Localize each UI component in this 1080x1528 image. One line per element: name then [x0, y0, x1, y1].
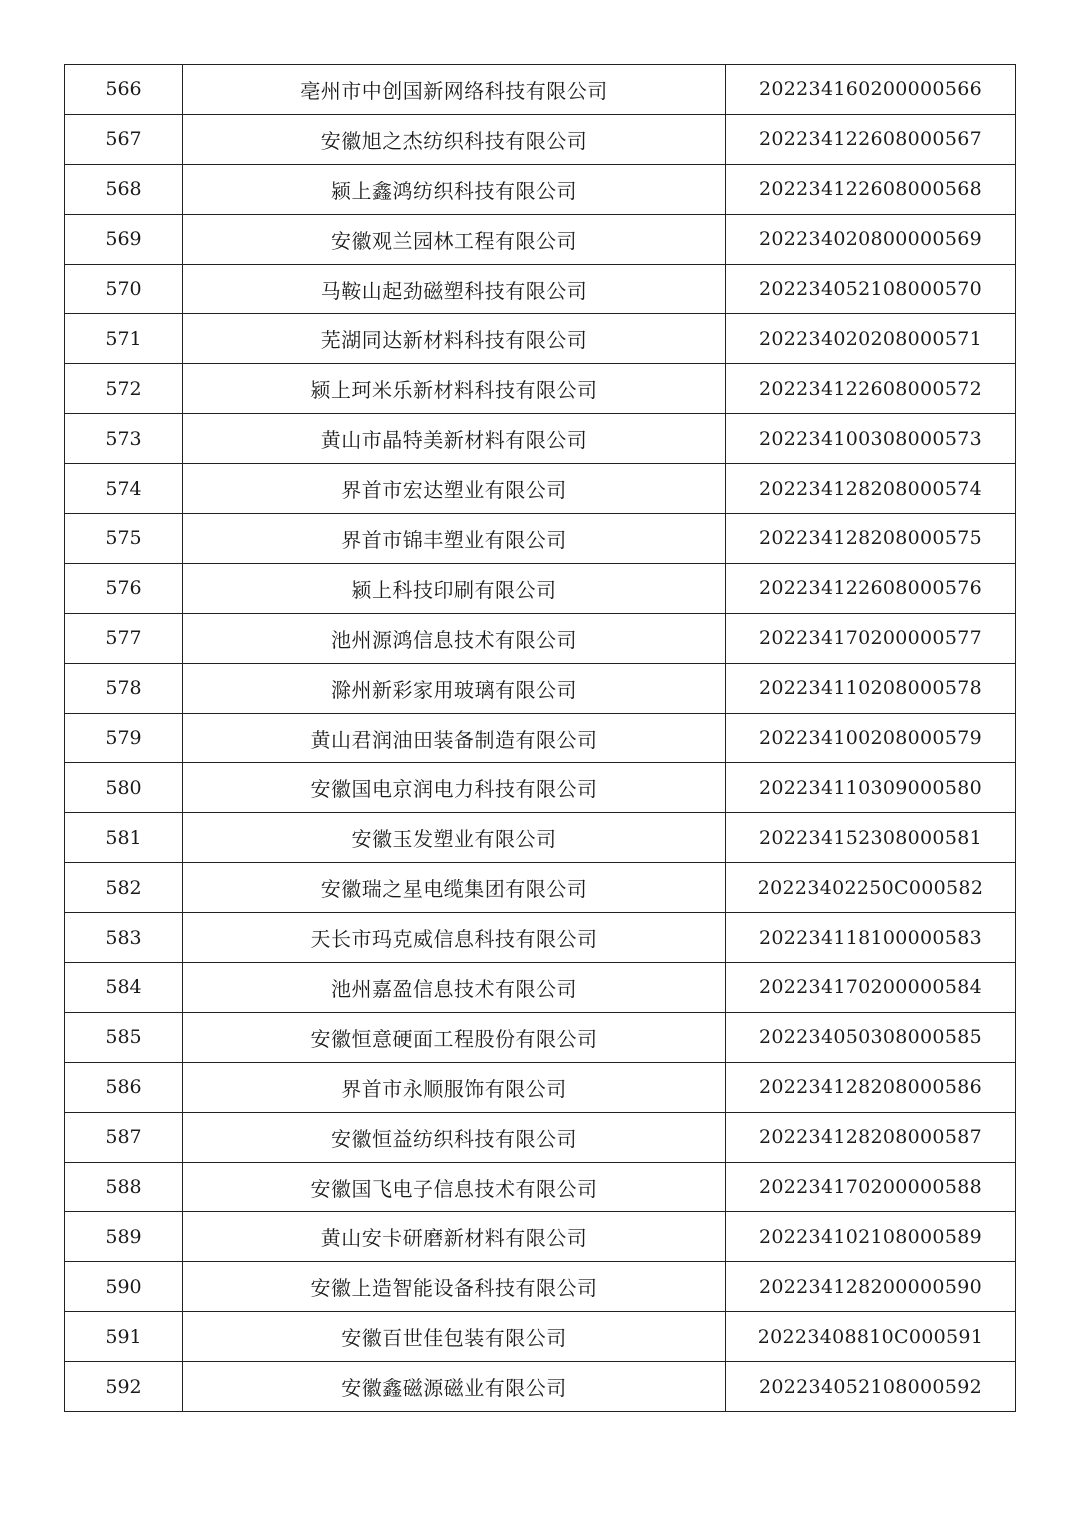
row-number-cell: 578 — [65, 663, 183, 713]
registration-code-cell: 202234152308000581 — [726, 813, 1016, 863]
table-row — [65, 514, 1016, 564]
table-row — [65, 963, 1016, 1013]
table-row — [65, 1162, 1016, 1212]
company-name-cell: 界首市宏达塑业有限公司 — [183, 464, 726, 514]
table-row — [65, 364, 1016, 414]
row-number-cell: 571 — [65, 314, 183, 364]
company-name-cell: 芜湖同达新材料科技有限公司 — [183, 314, 726, 364]
company-name-cell: 安徽旭之杰纺织科技有限公司 — [183, 114, 726, 164]
company-name-cell: 黄山市晶特美新材料有限公司 — [183, 414, 726, 464]
registration-code-cell: 202234020800000569 — [726, 214, 1016, 264]
row-number-cell: 588 — [65, 1162, 183, 1212]
row-number-cell: 589 — [65, 1212, 183, 1262]
registration-code-cell: 202234118100000583 — [726, 913, 1016, 963]
row-number-cell: 586 — [65, 1062, 183, 1112]
registration-code-cell: 202234020208000571 — [726, 314, 1016, 364]
company-name-cell: 马鞍山起劲磁塑科技有限公司 — [183, 264, 726, 314]
company-name-cell: 界首市锦丰塑业有限公司 — [183, 514, 726, 564]
table-row — [65, 863, 1016, 913]
company-name-cell: 亳州市中创国新网络科技有限公司 — [183, 65, 726, 115]
registration-code-cell: 202234128208000586 — [726, 1062, 1016, 1112]
registration-code-cell: 202234052108000592 — [726, 1362, 1016, 1412]
row-number-cell: 575 — [65, 514, 183, 564]
registration-code-cell: 202234100208000579 — [726, 713, 1016, 763]
row-number-cell: 585 — [65, 1012, 183, 1062]
table-row — [65, 1262, 1016, 1312]
registration-code-cell: 202234102108000589 — [726, 1212, 1016, 1262]
registration-code-cell: 202234170200000577 — [726, 613, 1016, 663]
company-name-cell: 安徽百世佳包装有限公司 — [183, 1312, 726, 1362]
row-number-cell: 568 — [65, 164, 183, 214]
table-row — [65, 613, 1016, 663]
row-number-cell: 569 — [65, 214, 183, 264]
row-number-cell: 583 — [65, 913, 183, 963]
table-row — [65, 913, 1016, 963]
registration-code-cell: 202234122608000572 — [726, 364, 1016, 414]
registration-code-cell: 202234128200000590 — [726, 1262, 1016, 1312]
table-row — [65, 164, 1016, 214]
company-table — [64, 64, 1016, 1412]
row-number-cell: 573 — [65, 414, 183, 464]
company-name-cell: 安徽国飞电子信息技术有限公司 — [183, 1162, 726, 1212]
row-number-cell: 584 — [65, 963, 183, 1013]
registration-code-cell: 202234122608000576 — [726, 563, 1016, 613]
company-name-cell: 安徽恒益纺织科技有限公司 — [183, 1112, 726, 1162]
registration-code-cell: 202234128208000587 — [726, 1112, 1016, 1162]
row-number-cell: 591 — [65, 1312, 183, 1362]
table-row — [65, 713, 1016, 763]
registration-code-cell: 202234050308000585 — [726, 1012, 1016, 1062]
registration-code-cell: 202234122608000568 — [726, 164, 1016, 214]
row-number-cell: 587 — [65, 1112, 183, 1162]
company-list-page — [64, 64, 1015, 1412]
company-name-cell: 安徽恒意硬面工程股份有限公司 — [183, 1012, 726, 1062]
company-name-cell: 黄山君润油田装备制造有限公司 — [183, 713, 726, 763]
table-row — [65, 1312, 1016, 1362]
registration-code-cell: 20223402250C000582 — [726, 863, 1016, 913]
table-row — [65, 65, 1016, 115]
registration-code-cell: 202234122608000567 — [726, 114, 1016, 164]
table-row — [65, 214, 1016, 264]
row-number-cell: 592 — [65, 1362, 183, 1412]
company-name-cell: 界首市永顺服饰有限公司 — [183, 1062, 726, 1112]
company-name-cell: 颍上科技印刷有限公司 — [183, 563, 726, 613]
company-name-cell: 池州源鸿信息技术有限公司 — [183, 613, 726, 663]
table-row — [65, 1212, 1016, 1262]
registration-code-cell: 202234170200000588 — [726, 1162, 1016, 1212]
row-number-cell: 590 — [65, 1262, 183, 1312]
registration-code-cell: 202234128208000574 — [726, 464, 1016, 514]
row-number-cell: 567 — [65, 114, 183, 164]
table-body — [65, 65, 1016, 1412]
row-number-cell: 582 — [65, 863, 183, 913]
table-row — [65, 763, 1016, 813]
registration-code-cell: 202234170200000584 — [726, 963, 1016, 1013]
company-name-cell: 池州嘉盈信息技术有限公司 — [183, 963, 726, 1013]
table-row — [65, 1362, 1016, 1412]
table-row — [65, 563, 1016, 613]
registration-code-cell: 202234128208000575 — [726, 514, 1016, 564]
registration-code-cell: 202234110309000580 — [726, 763, 1016, 813]
row-number-cell: 576 — [65, 563, 183, 613]
table-row — [65, 1112, 1016, 1162]
registration-code-cell: 202234100308000573 — [726, 414, 1016, 464]
company-name-cell: 安徽玉发塑业有限公司 — [183, 813, 726, 863]
company-name-cell: 安徽观兰园林工程有限公司 — [183, 214, 726, 264]
row-number-cell: 577 — [65, 613, 183, 663]
company-name-cell: 安徽国电京润电力科技有限公司 — [183, 763, 726, 813]
company-name-cell: 安徽瑞之星电缆集团有限公司 — [183, 863, 726, 913]
company-name-cell: 颍上珂米乐新材料科技有限公司 — [183, 364, 726, 414]
row-number-cell: 581 — [65, 813, 183, 863]
row-number-cell: 580 — [65, 763, 183, 813]
row-number-cell: 572 — [65, 364, 183, 414]
company-name-cell: 黄山安卡研磨新材料有限公司 — [183, 1212, 726, 1262]
table-row — [65, 414, 1016, 464]
table-row — [65, 464, 1016, 514]
company-name-cell: 安徽鑫磁源磁业有限公司 — [183, 1362, 726, 1412]
table-row — [65, 663, 1016, 713]
company-name-cell: 滁州新彩家用玻璃有限公司 — [183, 663, 726, 713]
registration-code-cell: 202234160200000566 — [726, 65, 1016, 115]
table-row — [65, 1012, 1016, 1062]
company-name-cell: 天长市玛克威信息科技有限公司 — [183, 913, 726, 963]
row-number-cell: 566 — [65, 65, 183, 115]
row-number-cell: 570 — [65, 264, 183, 314]
table-row — [65, 813, 1016, 863]
table-row — [65, 1062, 1016, 1112]
registration-code-cell: 20223408810C000591 — [726, 1312, 1016, 1362]
registration-code-cell: 202234052108000570 — [726, 264, 1016, 314]
company-name-cell: 颍上鑫鸿纺织科技有限公司 — [183, 164, 726, 214]
table-row — [65, 314, 1016, 364]
table-row — [65, 114, 1016, 164]
row-number-cell: 574 — [65, 464, 183, 514]
company-name-cell: 安徽上造智能设备科技有限公司 — [183, 1262, 726, 1312]
table-row — [65, 264, 1016, 314]
row-number-cell: 579 — [65, 713, 183, 763]
registration-code-cell: 202234110208000578 — [726, 663, 1016, 713]
